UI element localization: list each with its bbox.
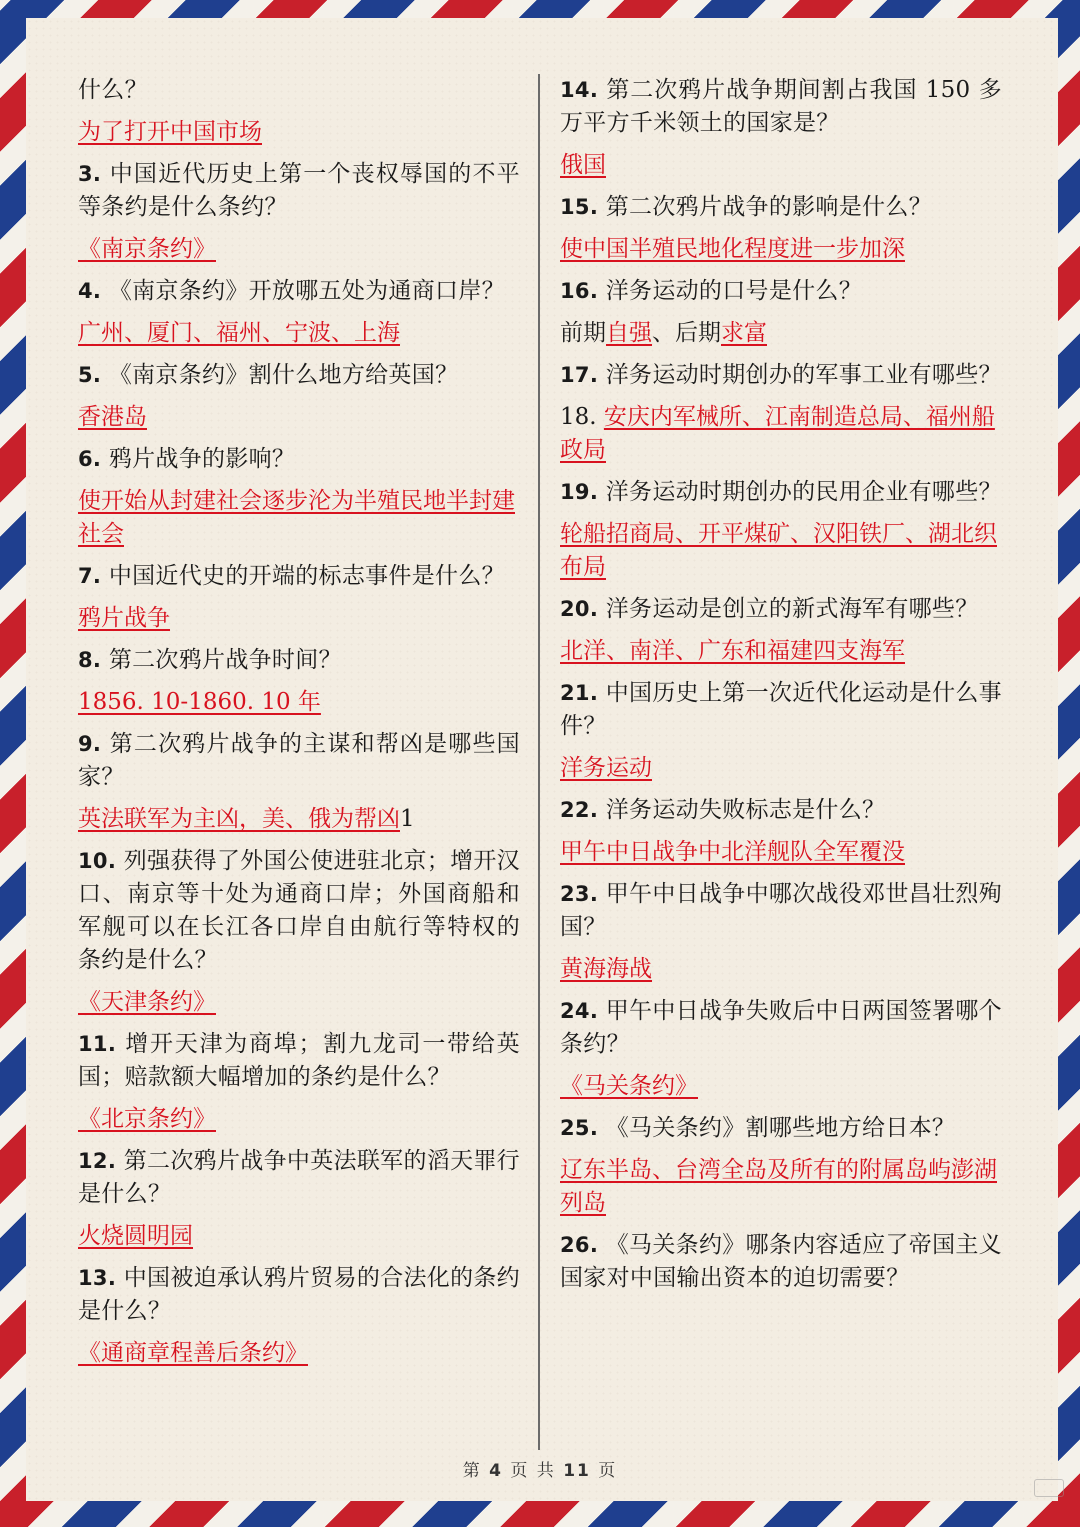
question-13: 13. 中国被迫承认鸦片贸易的合法化的条约是什么？ xyxy=(78,1265,520,1324)
question-7: 7. 中国近代史的开端的标志事件是什么？ xyxy=(78,563,505,589)
answer-20: 北洋、南洋、广东和福建四支海军 xyxy=(560,638,905,664)
question-2-tail: 什么？ xyxy=(78,77,148,103)
question-6: 6. 鸦片战争的影响？ xyxy=(78,446,296,472)
question-16: 16. 洋务运动的口号是什么？ xyxy=(560,278,863,304)
answer-22: 甲午中日战争中北洋舰队全军覆没 xyxy=(560,839,905,865)
right-column xyxy=(560,74,1002,1304)
question-4: 4. 《南京条约》开放哪五处为通商口岸？ xyxy=(78,278,505,304)
question-24: 24. 甲午中日战争失败后中日两国签署哪个条约？ xyxy=(560,998,1002,1057)
question-25: 25. 《马关条约》割哪些地方给日本？ xyxy=(560,1115,956,1141)
question-5: 5. 《南京条约》割什么地方给英国？ xyxy=(78,362,459,388)
answer-5: 香港岛 xyxy=(78,404,147,430)
answer-16: 前期自强、后期求富 xyxy=(560,320,767,346)
column-divider xyxy=(538,74,540,1450)
answer-2: 为了打开中国市场 xyxy=(78,119,262,145)
answer-19: 轮船招商局、开平煤矿、汉阳铁厂、湖北织布局 xyxy=(560,521,997,580)
page-footer: 第 4 页 共 11 页 xyxy=(462,1461,618,1481)
answer-9: 英法联军为主凶，美、俄为帮凶1 xyxy=(78,806,415,832)
question-10: 10. 列强获得了外国公使进驻北京；增开汉口、南京等十处为通商口岸；外国商船和军舰可以在长江各口岸自由航行等特权的条约是什么？ xyxy=(78,848,520,973)
answer-15: 使中国半殖民地化程度进一步加深 xyxy=(560,236,905,262)
question-26: 26. 《马关条约》哪条内容适应了帝国主义国家对中国输出资本的迫切需要？ xyxy=(560,1232,1002,1291)
answer-10: 《天津条约》 xyxy=(78,989,216,1015)
answer-3: 《南京条约》 xyxy=(78,236,216,262)
question-12: 12. 第二次鸦片战争中英法联军的滔天罪行是什么？ xyxy=(78,1148,520,1207)
question-9: 9. 第二次鸦片战争的主谋和帮凶是哪些国家？ xyxy=(78,731,520,790)
answer-7: 鸦片战争 xyxy=(78,605,170,631)
answer-11: 《北京条约》 xyxy=(78,1106,216,1132)
question-11: 11. 增开天津为商埠；割九龙司一带给英国；赔款额大幅增加的条约是什么？ xyxy=(78,1031,520,1090)
question-17: 17. 洋务运动时期创办的军事工业有哪些？ xyxy=(560,362,1002,388)
question-8: 8. 第二次鸦片战争时间？ xyxy=(78,647,342,673)
question-21: 21. 中国历史上第一次近代化运动是什么事件？ xyxy=(560,680,1002,739)
answer-23: 黄海海战 xyxy=(560,956,652,982)
answer-17: 18. 安庆内军械所、江南制造总局、福州船政局 xyxy=(560,404,995,463)
question-19: 19. 洋务运动时期创办的民用企业有哪些？ xyxy=(560,479,1002,505)
answer-14: 俄国 xyxy=(560,152,606,178)
question-22: 22. 洋务运动失败标志是什么？ xyxy=(560,797,886,823)
answer-21: 洋务运动 xyxy=(560,755,652,781)
answer-13: 《通商章程善后条约》 xyxy=(78,1340,308,1366)
question-23: 23. 甲午中日战争中哪次战役邓世昌壮烈殉国？ xyxy=(560,881,1002,940)
answer-6: 使开始从封建社会逐步沦为半殖民地半封建社会 xyxy=(78,488,515,547)
question-15: 15. 第二次鸦片战争的影响是什么？ xyxy=(560,194,932,220)
answer-12: 火烧圆明园 xyxy=(78,1223,193,1249)
left-column xyxy=(78,74,520,1379)
question-14: 14. 第二次鸦片战争期间割占我国 150 多万平方千米领土的国家是？ xyxy=(560,77,1002,136)
answer-25: 辽东半岛、台湾全岛及所有的附属岛屿澎湖列岛 xyxy=(560,1157,997,1216)
answer-8: 1856. 10-1860. 10 年 xyxy=(78,689,321,715)
question-20: 20. 洋务运动是创立的新式海军有哪些？ xyxy=(560,596,979,622)
question-3: 3. 中国近代历史上第一个丧权辱国的不平等条约是什么条约？ xyxy=(78,161,520,220)
answer-4: 广州、厦门、福州、宁波、上海 xyxy=(78,320,400,346)
watermark-stamp xyxy=(1034,1479,1064,1497)
answer-24: 《马关条约》 xyxy=(560,1073,698,1099)
